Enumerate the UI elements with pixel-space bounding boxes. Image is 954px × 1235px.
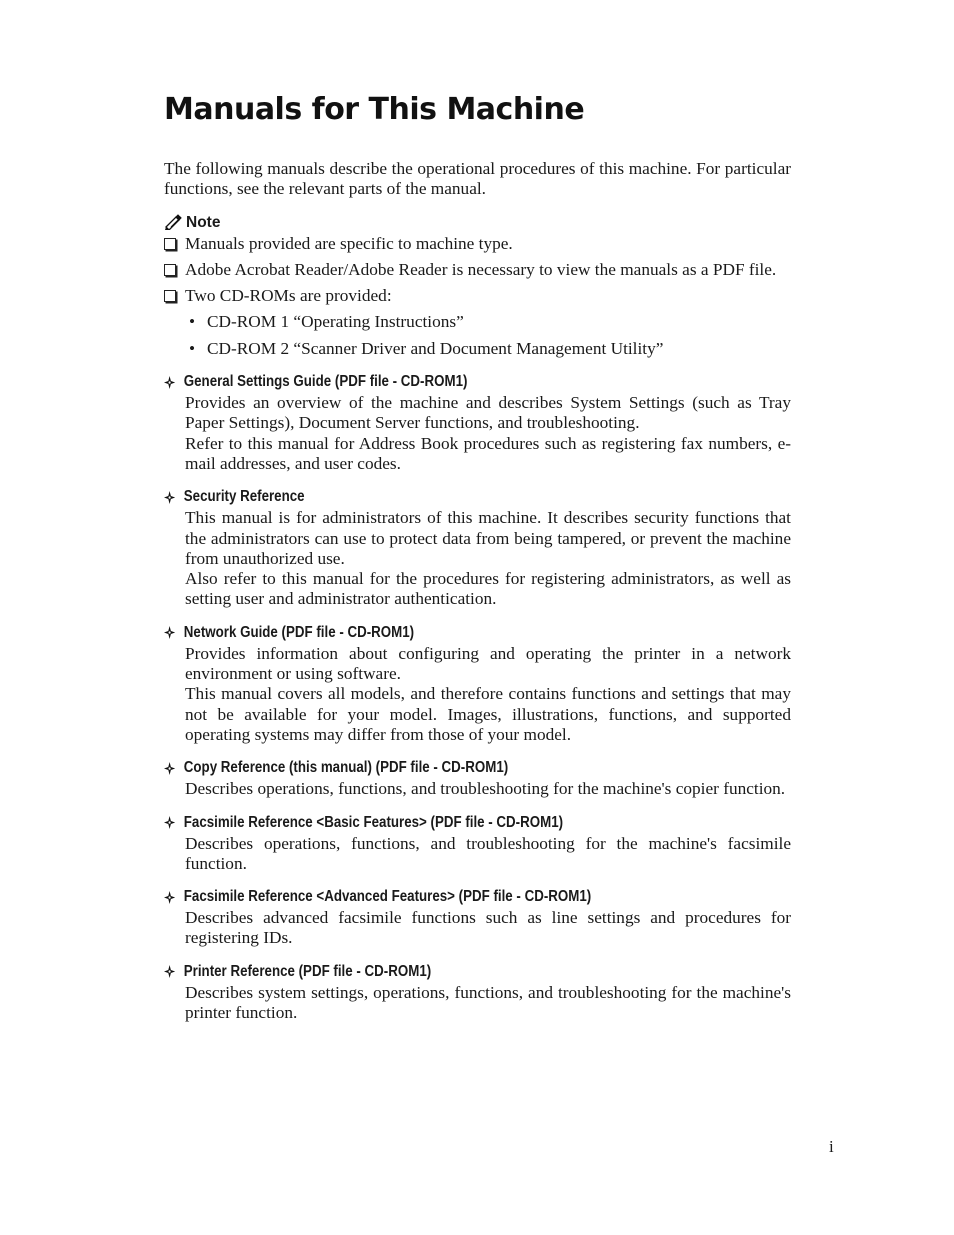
checkbox-icon: [164, 264, 176, 276]
page-title: Manuals for This Machine: [164, 92, 585, 127]
section-body: [164, 983, 791, 1024]
bullet-icon: •: [189, 312, 196, 332]
diamond-bullet-icon: [164, 491, 175, 504]
manual-section: [164, 814, 791, 875]
checkbox-icon: [164, 238, 176, 250]
section-heading-text: Facsimile Reference <Advanced Features> (PDF file - CD-ROM1): [183, 888, 592, 906]
section-paragraph: Also refer to this manual for the procedures for registering administrators, as well as setting user and administrator authentication.: [185, 569, 791, 609]
pencil-icon: [164, 214, 186, 232]
manual-section: [164, 373, 791, 474]
diamond-bullet-icon: [164, 626, 175, 639]
section-body: [164, 908, 791, 949]
note-item: [164, 286, 791, 359]
section-body: [164, 779, 791, 799]
cdrom-item-text: CD-ROM 1 “Operating Instructions”: [207, 312, 464, 332]
note-label: Note: [186, 213, 221, 231]
section-heading-text: Copy Reference (this manual) (PDF file - CD-ROM1): [183, 759, 509, 777]
section-paragraph: Describes advanced facsimile functions such as line settings and procedures for registering IDs.: [185, 908, 791, 948]
manual-section: [164, 963, 791, 1024]
section-paragraph: Describes operations, functions, and troubleshooting for the machine's copier function.: [185, 779, 786, 799]
manual-section: [164, 624, 791, 745]
cdrom-item: [185, 312, 791, 332]
section-paragraph: This manual is for administrators of this machine. It describes security functions that the administrators can use to protect data from being tampered, or prevent the machine from unauthorized use.: [185, 508, 791, 568]
cdrom-list: [185, 312, 791, 359]
diamond-bullet-icon: [164, 891, 175, 904]
diamond-bullet-icon: [164, 965, 175, 978]
page-number: i: [829, 1137, 834, 1156]
section-heading-text: Printer Reference (PDF file - CD-ROM1): [183, 962, 432, 980]
checkbox-icon: [164, 290, 176, 302]
diamond-bullet-icon: [164, 816, 175, 829]
section-body: [164, 834, 791, 875]
section-heading-text: Security Reference: [183, 488, 305, 506]
manual-section: [164, 759, 791, 799]
section-heading: [164, 963, 703, 981]
section-heading: [164, 814, 703, 832]
section-paragraph: Describes operations, functions, and troubleshooting for the machine's facsimile function.: [185, 833, 791, 873]
section-body: [164, 508, 791, 609]
note-block: [164, 214, 791, 359]
section-body: [164, 393, 791, 474]
section-paragraph: Provides an overview of the machine and describes System Settings (such as Tray Paper Settings), Document Server functions, and troubleshooting.: [185, 393, 791, 433]
section-paragraph: Refer to this manual for Address Book procedures such as registering fax numbers, e-mail addresses, and user codes.: [185, 433, 791, 473]
manual-section: [164, 488, 791, 609]
note-heading: [164, 214, 791, 232]
bullet-icon: •: [189, 338, 196, 358]
note-item: [164, 234, 791, 254]
note-item-text: Two CD-ROMs are provided:: [185, 286, 392, 306]
diamond-bullet-icon: [164, 376, 175, 389]
manual-sections: [164, 373, 791, 1023]
cdrom-item-text: CD-ROM 2 “Scanner Driver and Document Management Utility”: [207, 338, 664, 358]
note-item-text: Adobe Acrobat Reader/Adobe Reader is necessary to view the manuals as a PDF file.: [185, 259, 777, 279]
section-heading: [164, 759, 703, 777]
section-heading: [164, 488, 703, 506]
section-heading-text: General Settings Guide (PDF file - CD-ROM1): [183, 373, 468, 391]
section-heading: [164, 888, 703, 906]
manual-section: [164, 888, 791, 949]
section-heading: [164, 624, 703, 642]
document-page: [164, 92, 791, 1023]
section-heading-text: Network Guide (PDF file - CD-ROM1): [183, 623, 415, 641]
section-paragraph: Provides information about configuring and operating the printer in a network environment or using software.: [185, 643, 791, 684]
section-heading-text: Facsimile Reference <Basic Features> (PDF file - CD-ROM1): [183, 813, 564, 831]
note-item: [164, 260, 791, 280]
section-paragraph: This manual covers all models, and therefore contains functions and settings that may not be available for your model. Images, illustrations, functions, and supported operating systems may differ from those of your model.: [185, 684, 791, 744]
cdrom-item: [185, 339, 791, 359]
note-item-text: Manuals provided are specific to machine type.: [185, 233, 513, 253]
note-list: [164, 234, 791, 359]
section-heading: [164, 373, 703, 391]
intro-paragraph: The following manuals describe the operational procedures of this machine. For particular functions, see the relevant parts of the manual.: [164, 159, 791, 199]
section-paragraph: Describes system settings, operations, functions, and troubleshooting for the machine's printer function.: [185, 982, 791, 1023]
diamond-bullet-icon: [164, 762, 175, 775]
section-body: [164, 644, 791, 745]
